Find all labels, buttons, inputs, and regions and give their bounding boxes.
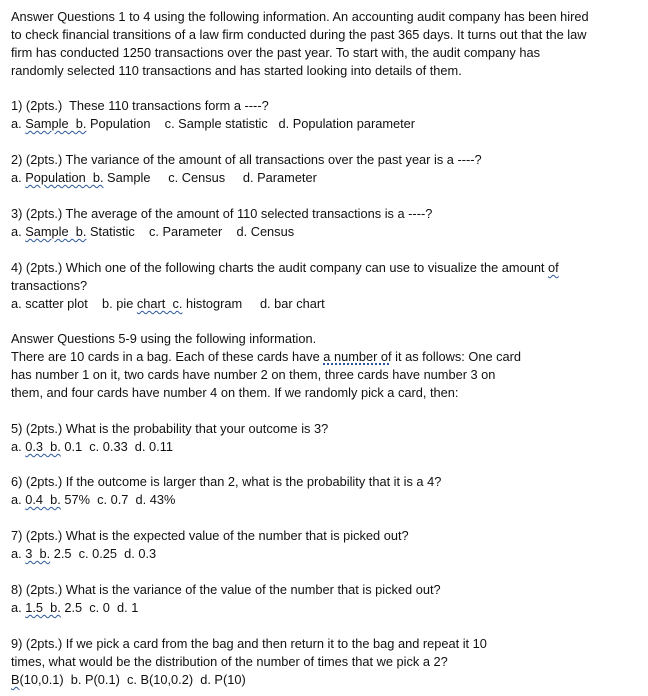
question-7-options: a. 3 b. 2.5 c. 0.25 d. 0.3: [11, 546, 157, 561]
spelling-flag: 1.5 b.: [25, 600, 61, 615]
question-3-prompt: 3) (2pts.) The average of the amount of 110 selected transactions is a ----?: [11, 206, 433, 221]
intro2-line-1: Answer Questions 5-9 using the following information.: [11, 331, 317, 346]
spelling-flag: B: [11, 672, 20, 687]
question-8-options: a. 1.5 b. 2.5 c. 0 d. 1: [11, 600, 139, 615]
intro2-line-3: has number 1 on it, two cards have number 2 on them, three cards have number 3 on: [11, 367, 496, 382]
spelling-flag: Sample b.: [25, 116, 87, 131]
question-1-options: a. Sample b. Population c. Sample statistic d. Population parameter: [11, 116, 416, 131]
question-5-prompt: 5) (2pts.) What is the probability that your outcome is 3?: [11, 421, 329, 436]
spelling-flag: 0.3 b.: [25, 439, 61, 454]
question-4-options: a. scatter plot b. pie chart c. histogram d. bar chart: [11, 296, 325, 311]
question-4-prompt-cont: transactions?: [11, 278, 88, 293]
question-9-prompt: 9) (2pts.) If we pick a card from the bag and then return it to the bag and repeat it 10: [11, 636, 487, 651]
question-7-prompt: 7) (2pts.) What is the expected value of the number that is picked out?: [11, 528, 409, 543]
question-2-prompt: 2) (2pts.) The variance of the amount of all transactions over the past year is a ----?: [11, 152, 482, 167]
intro2-line-4: them, and four cards have number 4 on them. If we randomly pick a card, then:: [11, 385, 459, 400]
question-6-options: a. 0.4 b. 57% c. 0.7 d. 43%: [11, 492, 176, 507]
grammar-flag: a number of: [323, 349, 392, 364]
question-5-options: a. 0.3 b. 0.1 c. 0.33 d. 0.11: [11, 439, 173, 454]
question-9-options: B(10,0.1) b. P(0.1) c. B(10,0.2) d. P(10): [11, 672, 246, 687]
intro2-line-2: There are 10 cards in a bag. Each of these cards have a number of it as follows: One card: [11, 349, 522, 364]
question-1-prompt: 1) (2pts.) These 110 transactions form a ----?: [11, 98, 269, 113]
spelling-flag: 3 b.: [25, 546, 51, 561]
intro-line-4: randomly selected 110 transactions and has started looking into details of them.: [11, 63, 462, 78]
question-2-options: a. Population b. Sample c. Census d. Parameter: [11, 170, 317, 185]
question-3-options: a. Sample b. Statistic c. Parameter d. Census: [11, 224, 295, 239]
spelling-flag: of: [548, 260, 559, 275]
intro-line-1: Answer Questions 1 to 4 using the following information. An accounting audit company has been hired: [11, 9, 589, 24]
intro-line-3: firm has conducted 1250 transactions over the past year. To start with, the audit company has: [11, 45, 540, 60]
spelling-flag: Sample b.: [25, 224, 87, 239]
spelling-flag: Population b.: [25, 170, 104, 185]
intro-line-2: to check financial transitions of a law firm conducted during the past 365 days. It turns out that the law: [11, 27, 587, 42]
question-4-prompt: 4) (2pts.) Which one of the following charts the audit company can use to visualize the amount of: [11, 260, 559, 275]
question-9-prompt-cont: times, what would be the distribution of the number of times that we pick a 2?: [11, 654, 448, 669]
question-6-prompt: 6) (2pts.) If the outcome is larger than 2, what is the probability that it is a 4?: [11, 474, 442, 489]
question-8-prompt: 8) (2pts.) What is the variance of the value of the number that is picked out?: [11, 582, 441, 597]
spelling-flag: chart c.: [136, 296, 183, 311]
spelling-flag: 0.4 b.: [25, 492, 61, 507]
